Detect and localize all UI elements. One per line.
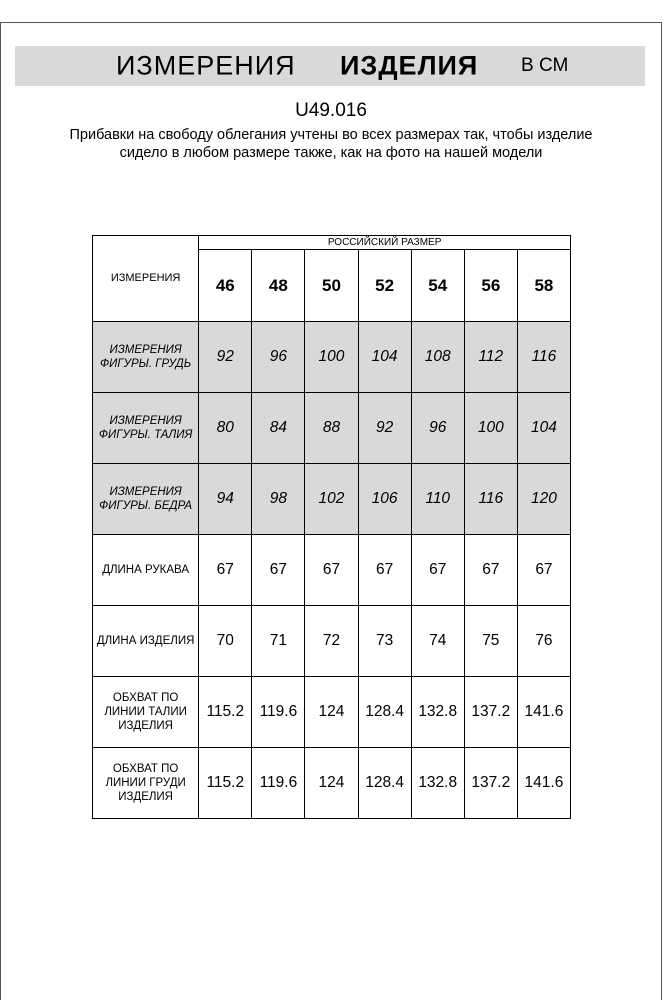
table-row	[93, 606, 571, 677]
row-label-line: ИЗМЕРЕНИЯ	[109, 486, 182, 498]
cell-value: 70	[199, 606, 252, 677]
cell-value: 73	[358, 606, 411, 677]
cell-value: 67	[358, 535, 411, 606]
cell-value: 84	[252, 393, 305, 464]
cell-value: 96	[252, 322, 305, 393]
cell-value: 92	[199, 322, 252, 393]
row-label-line: ФИГУРЫ. ТАЛИЯ	[98, 429, 193, 441]
title-unit: В СМ	[521, 55, 569, 76]
cell-value: 67	[252, 535, 305, 606]
cell-value: 74	[411, 606, 464, 677]
size-48: 48	[252, 250, 305, 322]
cell-value: 116	[464, 464, 517, 535]
size-52: 52	[358, 250, 411, 322]
cell-value: 110	[411, 464, 464, 535]
row-label-line: ФИГУРЫ. ГРУДЬ	[100, 358, 192, 370]
cell-value: 112	[464, 322, 517, 393]
size-table	[92, 235, 571, 819]
cell-value: 141.6	[517, 677, 570, 748]
row-label	[93, 393, 199, 464]
measurements-header: ИЗМЕРЕНИЯ	[93, 236, 199, 322]
title-bar	[15, 46, 645, 86]
cell-value: 119.6	[252, 677, 305, 748]
cell-value: 108	[411, 322, 464, 393]
size-56: 56	[464, 250, 517, 322]
cell-value: 115.2	[199, 677, 252, 748]
cell-value: 137.2	[464, 748, 517, 819]
russian-size-header: РОССИЙСКИЙ РАЗМЕР	[199, 236, 571, 250]
row-label-line: ЛИНИИ ГРУДИ	[105, 777, 186, 789]
cell-value: 104	[517, 393, 570, 464]
cell-value: 75	[464, 606, 517, 677]
cell-value: 98	[252, 464, 305, 535]
row-label-line: ФИГУРЫ. БЕДРА	[99, 500, 193, 512]
cell-value: 115.2	[199, 748, 252, 819]
fit-note: Прибавки на свободу облегания учтены во всех размерах так, чтобы изделие сидело в любом размере также, как на фото на нашей модели	[69, 127, 593, 161]
cell-value: 67	[411, 535, 464, 606]
cell-value: 67	[464, 535, 517, 606]
table-row	[93, 322, 571, 393]
title-product: ИЗДЕЛИЯ	[340, 50, 479, 81]
row-label-line: ДЛИНА ИЗДЕЛИЯ	[96, 635, 195, 647]
size-54: 54	[411, 250, 464, 322]
cell-value: 102	[305, 464, 358, 535]
cell-value: 132.8	[411, 677, 464, 748]
row-label	[93, 748, 199, 819]
row-label	[93, 464, 199, 535]
cell-value: 100	[464, 393, 517, 464]
row-label-line: ИЗМЕРЕНИЯ	[109, 415, 182, 427]
cell-value: 88	[305, 393, 358, 464]
cell-value: 80	[199, 393, 252, 464]
row-label-line: ЛИНИИ ТАЛИИ	[104, 706, 187, 718]
cell-value: 92	[358, 393, 411, 464]
product-code: U49.016	[295, 100, 367, 121]
cell-value: 67	[305, 535, 358, 606]
table-row	[93, 677, 571, 748]
table-row	[93, 393, 571, 464]
cell-value: 124	[305, 748, 358, 819]
cell-value: 119.6	[252, 748, 305, 819]
table-row	[93, 535, 571, 606]
cell-value: 120	[517, 464, 570, 535]
cell-value: 72	[305, 606, 358, 677]
cell-value: 104	[358, 322, 411, 393]
cell-value: 116	[517, 322, 570, 393]
table-row	[93, 464, 571, 535]
cell-value: 124	[305, 677, 358, 748]
cell-value: 76	[517, 606, 570, 677]
cell-value: 137.2	[464, 677, 517, 748]
size-50: 50	[305, 250, 358, 322]
row-label-line: ИЗДЕЛИЯ	[118, 791, 173, 803]
row-label-line: ИЗДЕЛИЯ	[118, 720, 173, 732]
cell-value: 67	[517, 535, 570, 606]
cell-value: 128.4	[358, 748, 411, 819]
cell-value: 96	[411, 393, 464, 464]
title-measurements: ИЗМЕРЕНИЯ	[116, 50, 296, 81]
cell-value: 94	[199, 464, 252, 535]
row-label	[93, 535, 199, 606]
cell-value: 71	[252, 606, 305, 677]
row-label	[93, 606, 199, 677]
row-label-line: ДЛИНА РУКАВА	[102, 564, 190, 576]
table-row	[93, 748, 571, 819]
cell-value: 128.4	[358, 677, 411, 748]
row-label-line: ОБХВАТ ПО	[112, 763, 179, 775]
size-58: 58	[517, 250, 570, 322]
row-label-line: ОБХВАТ ПО	[112, 692, 179, 704]
cell-value: 100	[305, 322, 358, 393]
cell-value: 67	[199, 535, 252, 606]
cell-value: 106	[358, 464, 411, 535]
row-label-line: ИЗМЕРЕНИЯ	[109, 344, 182, 356]
size-46: 46	[199, 250, 252, 322]
cell-value: 132.8	[411, 748, 464, 819]
cell-value: 141.6	[517, 748, 570, 819]
row-label	[93, 677, 199, 748]
row-label	[93, 322, 199, 393]
